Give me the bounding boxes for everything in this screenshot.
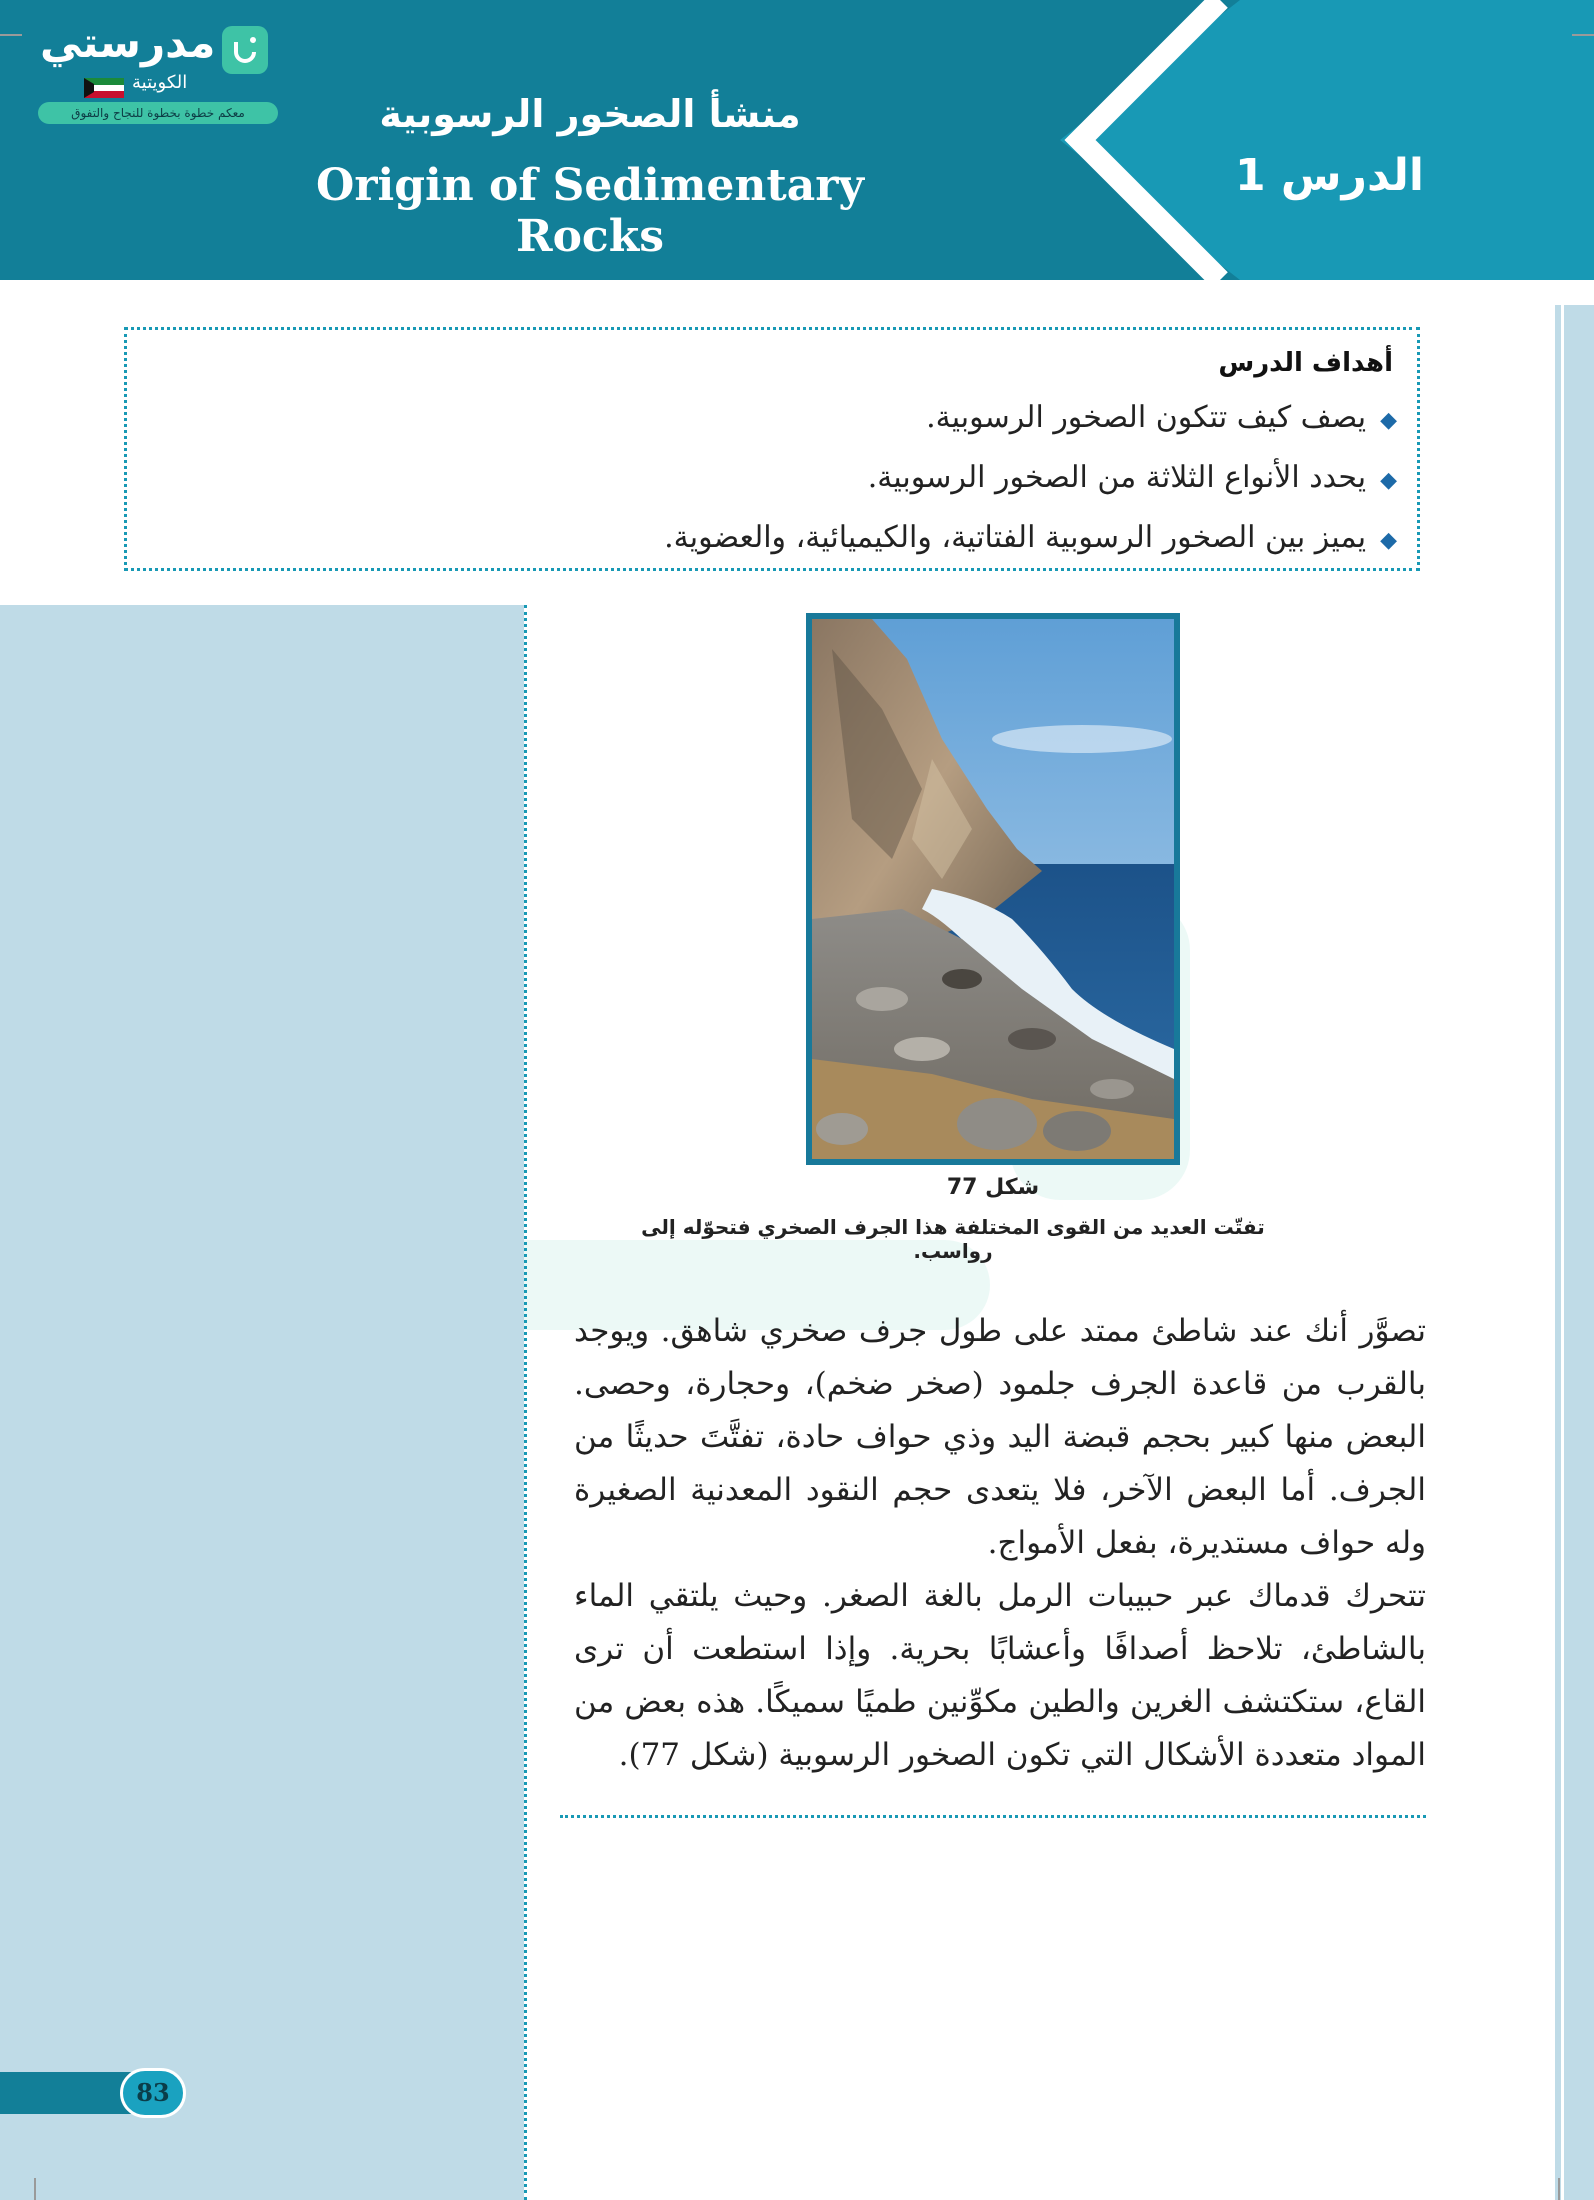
crop-mark [1558,2178,1560,2200]
page-number-bar [0,2072,136,2114]
figure-number: شكل 77 [946,1175,1040,1200]
left-margin-panel [0,605,524,2200]
logo-smile-icon [222,26,268,74]
logo-wordmark: مدرستي [40,18,216,67]
objective-item [868,460,1397,495]
crop-mark [0,34,22,36]
lesson-title-arabic: منشأ الصخور الرسوبية [379,92,801,136]
diamond-bullet-icon: ◆ [1380,528,1397,553]
figure-caption: تفتّت العديد من القوى المختلفة هذا الجرف الصخري فتحوّله إلى رواسب. [641,1215,1265,1263]
lesson-body [574,1305,1426,1782]
lesson-number-label: الدرس 1 [1234,150,1424,201]
diamond-bullet-icon: ◆ [1380,468,1397,493]
objective-text: يصف كيف تتكون الصخور الرسوبية. [926,400,1367,435]
figure-77-frame [806,613,1180,1165]
objective-item [664,520,1397,555]
page-number: 83 [120,2068,186,2118]
right-margin-divider [1561,305,1564,2200]
section-divider [560,1815,1426,1818]
objective-text: يحدد الأنواع الثلاثة من الصخور الرسوبية. [867,460,1367,495]
logo-subtitle: الكويتية [132,72,188,93]
lesson-title-english: Origin of Sedimentary Rocks [316,160,864,262]
crop-mark [1572,34,1594,36]
body-paragraph: تصوَّر أنك عند شاطئ ممتد على طول جرف صخري شاهق. ويوجد بالقرب من قاعدة الجرف جلمود (صخر ضخم)، وحجارة، وحصى. البعض منها كبير بحجم قبضة اليد وذي حواف حادة، تفتَّتَ حديثًا من الجرف. أما البعض الآخر، فلا يتعدى حجم النقود المعدنية الصغيرة وله حواف مستديرة، بفعل الأمواج. [574,1313,1426,1561]
objective-text: يميز بين الصخور الرسوبية الفتاتية، والكيميائية، والعضوية. [664,520,1367,555]
kuwait-flag-icon [84,78,124,98]
header-chevron-stripe [1040,0,1280,280]
madrasati-logo [36,18,286,118]
objectives-heading: أهداف الدرس [1218,348,1393,378]
lesson-objectives-box [124,327,1420,571]
left-panel-divider [524,605,527,2200]
body-paragraph: تتحرك قدماك عبر حبيبات الرمل بالغة الصغر. وحيث يلتقي الماء بالشاطئ، تلاحظ أصدافًا وأعشابًا بحرية. وإذا استطعت أن ترى القاع، ستكتشف الغرين والطين مكوِّنين طميًا سميكًا. هذه بعض من المواد متعددة الأشكال التي تكون الصخور الرسوبية (شكل 77). [574,1578,1426,1773]
objective-item [926,400,1397,435]
rocky-cliff-photo [812,619,1174,1159]
crop-mark [34,2178,36,2200]
diamond-bullet-icon: ◆ [1380,408,1397,433]
logo-tagline: معكم خطوة بخطوة للنجاح والتفوق [38,102,278,124]
